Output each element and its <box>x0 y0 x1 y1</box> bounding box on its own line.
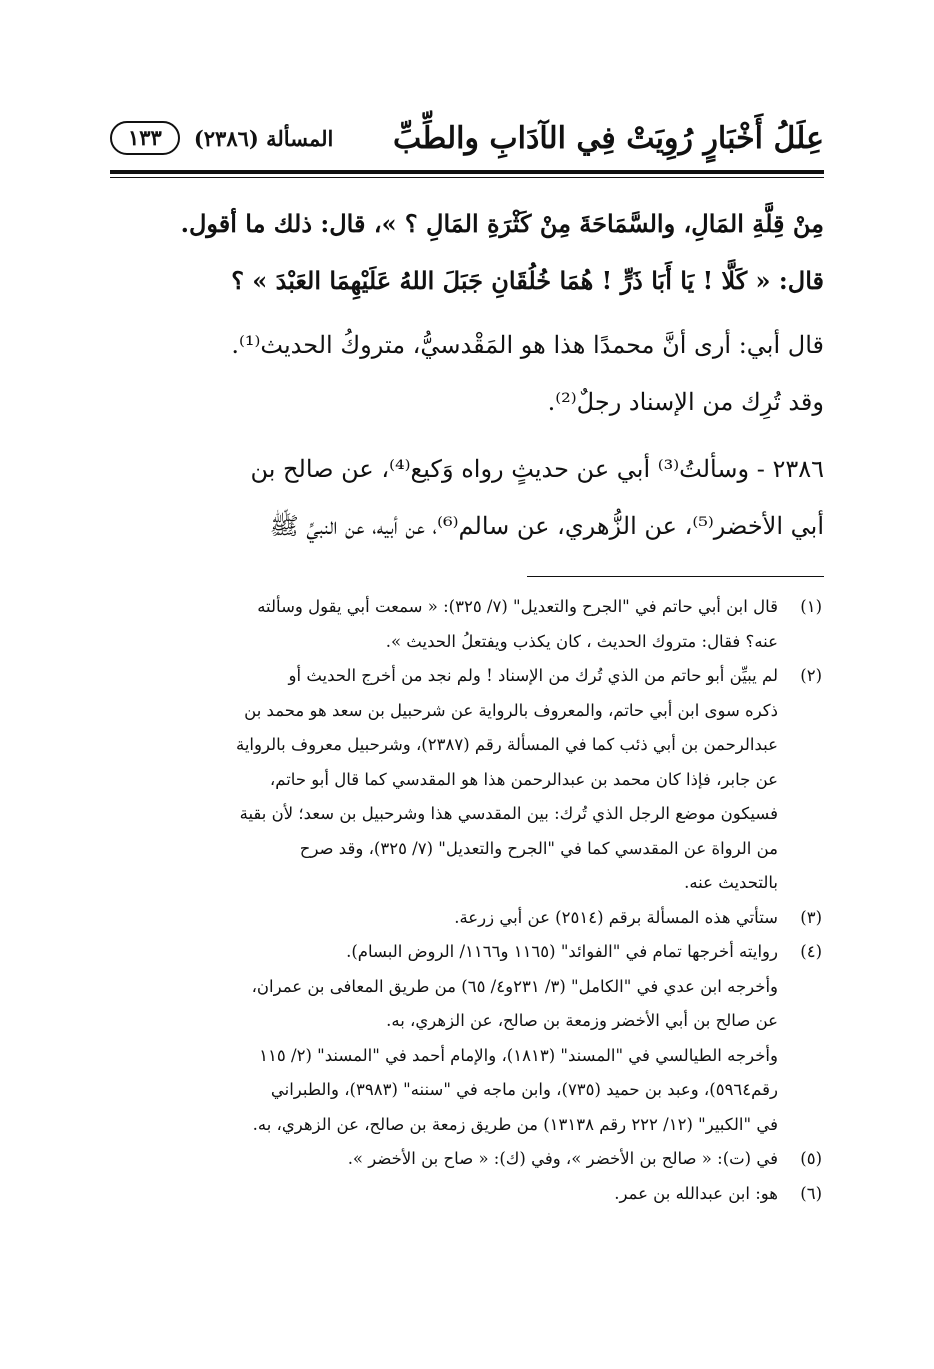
footnote-body <box>110 1177 778 1212</box>
footnote-line: عن صالح بن أبي الأخضر وزمعة بن صالح، عن الزهري، به. <box>386 1011 778 1030</box>
main-text <box>110 195 824 555</box>
footnote-line: بالتحديث عنه. <box>684 873 778 892</box>
issue-label: المسألة (٢٣٨٦) <box>193 125 334 151</box>
hadith-continuation <box>110 195 824 309</box>
footnote-5 <box>110 1142 822 1177</box>
abu-hatim-comment <box>110 317 824 431</box>
footnote-line: في "الكبير" (١٢/ ٢٢٢ رقم ١٣١٣٨) من طريق زمعة بن صالح، عن الزهري، به. <box>252 1114 778 1134</box>
footnote-line: وأخرجه الطيالسي في "المسند" (١٨١٣)، والإمام أحمد في "المسند" (٢/ ١١٥ <box>259 1045 778 1065</box>
footnote-body <box>110 1142 778 1177</box>
footnote-number: (٤) <box>800 942 822 961</box>
footnote-line: رقم٥٩٦٤)، وعبد بن حميد (٧٣٥)، وابن ماجه في "سننه" (٣٩٨٣)، والطبراني <box>270 1080 778 1099</box>
header-rule-thin <box>110 177 824 178</box>
footnote-body <box>110 590 778 659</box>
footnote-line: هو: ابن عبدالله بن عمر. <box>614 1183 778 1203</box>
main-line: ٢٣٨٦ - وسألتُ⁽³⁾ أبي عن حديثٍ رواه وَكيع⁽⁴⁾، عن صالح بن <box>250 455 824 483</box>
running-title: عِلَلُ أَخْبَارٍ رُوِيَتْ فِي الآدَابِ والطِّبِّ <box>392 120 824 156</box>
footnote-number: (٢) <box>800 666 822 685</box>
footnote-body <box>110 935 778 1142</box>
main-line: قال: « كَلَّا ! يَا أَبَا ذَرٍّ ! هُمَا خُلُقَانِ جَبَلَ اللهُ عَلَيْهِمَا العَبْدَ » ؟ <box>231 266 824 295</box>
footnote-number: (٦) <box>800 1183 822 1203</box>
footnote-line: روايته أخرجها تمام في "الفوائد" (١١٦٥ و١١٦٦/ الروض البسام). <box>346 942 778 961</box>
main-line: أبي الأخضر⁽⁵⁾، عن الزُّهري، عن سالم⁽⁶⁾، عن أبيه، عن النبيِّ ﷺ <box>269 512 824 540</box>
footnote-line: عن جابر، فإذا كان محمد بن عبدالرحمن هذا هو المقدسي كما قال أبو حاتم، <box>269 769 778 789</box>
footnote-line: لم يبيِّن أبو حاتم من الذي تُرك من الإسناد ! ولم نجد من أخرج الحديث أو <box>288 666 778 685</box>
footnote-number: (١) <box>800 597 822 616</box>
footnote-3 <box>110 901 822 936</box>
footnote-line: من الرواة عن المقدسي كما في "الجرح والتعديل" (٧/ ٣٢٥)، وقد صرح <box>299 838 778 858</box>
footnote-2 <box>110 659 822 901</box>
header-rule-thick <box>110 170 824 174</box>
main-line: قال أبي: أرى أنَّ محمدًا هذا هو المَقْدسيُّ، متروكُ الحديث⁽¹⁾. <box>231 331 824 359</box>
footnote-line: عبدالرحمن بن أبي ذئب كما في المسألة رقم (٢٣٨٧)، وشرحبيل معروف بالرواية <box>235 735 778 754</box>
footnote-line: ستأتي هذه المسألة برقم (٢٥١٤) عن أبي زرعة. <box>454 907 778 927</box>
footnote-separator <box>527 576 824 577</box>
header-issue-group <box>110 121 333 154</box>
footnote-body <box>110 901 778 936</box>
footnote-number: (٣) <box>800 907 822 927</box>
footnote-line: فسيكون موضع الرجل الذي تُرك: بين المقدسي هذا وشرحبيل بن سعد؛ لأن بقية <box>239 804 778 823</box>
footnote-line: وأخرجه ابن عدي في "الكامل" (٣/ ٢٣١و٤/ ٦٥) من طريق المعافى بن عمران، <box>251 976 778 996</box>
footnote-4 <box>110 935 822 1142</box>
footnote-line: ذكره سوى ابن أبي حاتم، والمعروف بالرواية عن شرحبيل بن سعد هو محمد بن <box>244 700 778 720</box>
footnote-number: (٥) <box>800 1149 822 1168</box>
footnote-1 <box>110 590 822 659</box>
issue-2386 <box>110 441 824 555</box>
footnote-6 <box>110 1177 822 1212</box>
footnote-line: في (ت): « صالح بن الأخضر »، وفي (ك): « صاح بن الأخضر ». <box>347 1149 778 1168</box>
footnote-body <box>110 659 778 901</box>
footnote-line: قال ابن أبي حاتم في "الجرح والتعديل" (٧/ ٣٢٥): « سمعت أبي يقول وسألته <box>257 597 778 616</box>
page-header <box>110 112 824 164</box>
main-line: وقد تُرِك من الإسناد رجلٌ⁽²⁾. <box>547 388 824 416</box>
main-line: مِنْ قِلَّةِ المَالِ، والسَّمَاحَةَ مِنْ كَثْرَةِ المَالِ ؟ »، قال: ذلك ما أقول. <box>180 209 824 238</box>
footnotes <box>110 590 822 1211</box>
footnote-line: عنه؟ فقال: متروك الحديث ، كان يكذب ويفتعلُ الحديث ». <box>385 631 778 651</box>
page-number-badge: ١٣٣ <box>110 121 180 154</box>
